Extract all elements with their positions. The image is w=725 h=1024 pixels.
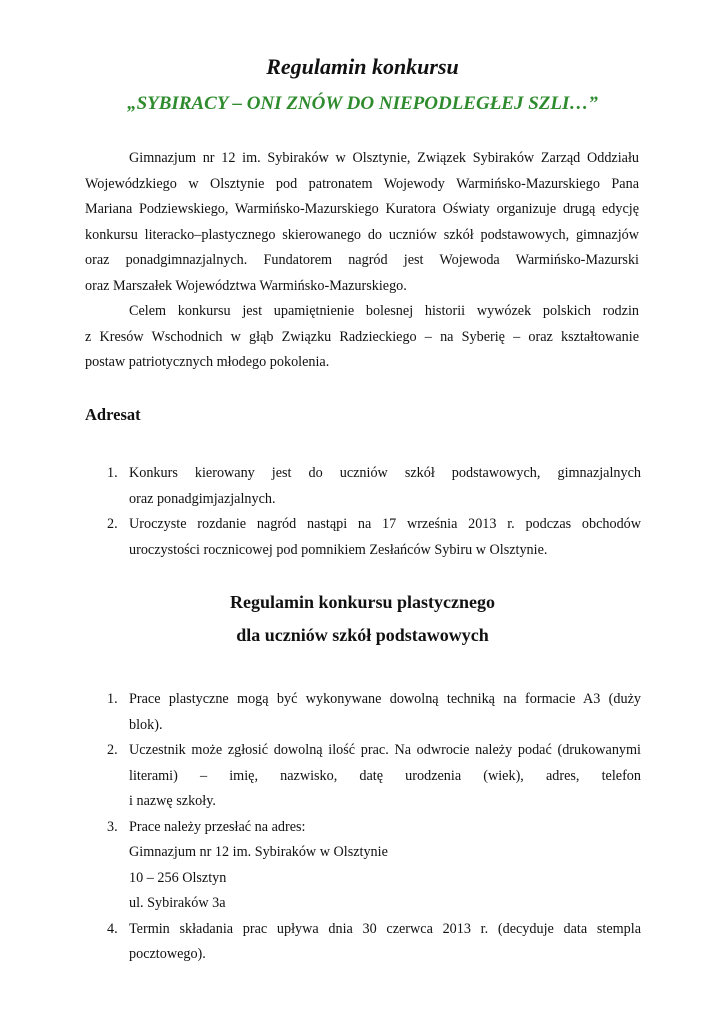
text-line: Uroczyste rozdanie nagród nastąpi na 17 września 2013 r. podczas obchodów [129, 516, 641, 532]
text-line: Prace należy przesłać na adres: [129, 818, 306, 835]
list-item [85, 917, 641, 968]
address-line: ul. Sybiraków 3a [129, 895, 226, 911]
intro-paragraph-1 [85, 146, 639, 299]
text-line: Mariana Podziewskiego, Warmińsko-Mazurskiego Kuratora Oświaty organizuje drugą edycję [85, 201, 639, 217]
list-number: 4. [107, 920, 118, 937]
list-item [85, 512, 641, 563]
address-line: Gimnazjum nr 12 im. Sybiraków w Olsztynie [129, 844, 388, 860]
text-line: i nazwę szkoły. [129, 793, 216, 809]
text-line: literami) – imię, nazwisko, datę urodzenia (wiek), adres, telefon [129, 767, 641, 784]
text-line: oraz ponadgimjazjalnych. [129, 490, 276, 507]
plastyczny-list [85, 687, 641, 968]
text-line: oraz ponadgimnazjalnych. Fundatorem nagród jest Wojewoda Warmińsko-Mazurski [85, 252, 639, 268]
address-line: 10 – 256 Olsztyn [129, 869, 227, 886]
text-line: Prace plastyczne mogą być wykonywane dowolną techniką na formacie A3 (duży [129, 691, 641, 707]
intro-paragraph-2 [85, 299, 639, 376]
text-line: Konkurs kierowany jest do uczniów szkół podstawowych, gimnazjalnych [129, 465, 641, 481]
list-item [85, 815, 641, 917]
section-title-line-2: dla uczniów szkół podstawowych [236, 625, 489, 645]
adresat-heading: Adresat [85, 405, 141, 424]
text-line: postaw patriotycznych młodego pokolenia. [85, 354, 330, 370]
document-subtitle: „SYBIRACY – ONI ZNÓW DO NIEPODLEGŁEJ SZLI…” [127, 93, 598, 114]
adresat-list [85, 461, 641, 563]
text-line: Termin składania prac upływa dnia 30 czerwca 2013 r. (decyduje data stempla [129, 920, 641, 937]
list-item [85, 461, 641, 512]
text-line: Wojewódzkiego w Olsztynie pod patronatem Wojewody Warmińsko-Mazurskiego Pana [85, 175, 639, 192]
list-number: 1. [107, 691, 118, 707]
document-title: Regulamin konkursu [266, 54, 459, 79]
text-line: Gimnazjum nr 12 im. Sybiraków w Olsztynie, Związek Sybiraków Zarząd Oddziału [129, 150, 639, 166]
text-line: z Kresów Wschodnich w głąb Związku Radzieckiego – na Syberię – oraz kształtowanie [85, 328, 639, 345]
list-number: 2. [107, 742, 118, 758]
text-line: oraz Marszałek Województwa Warmińsko-Mazurskiego. [85, 277, 407, 294]
section-title-line-1: Regulamin konkursu plastycznego [229, 592, 496, 612]
text-line: konkursu literacko–plastycznego skierowanego do uczniów szkół podstawowych, gimnazjów [85, 226, 639, 243]
list-number: 3. [107, 818, 118, 835]
text-line: blok). [129, 716, 163, 733]
text-line: Uczestnik może zgłosić dowolną ilość prac. Na odwrocie należy podać (drukowanymi [129, 742, 641, 758]
text-line: Celem konkursu jest upamiętnienie bolesnej historii wywózek polskich rodzin [129, 303, 639, 319]
list-number: 1. [107, 465, 118, 481]
list-item [85, 738, 641, 815]
list-number: 2. [107, 516, 118, 532]
list-item [85, 687, 641, 738]
text-line: pocztowego). [129, 946, 206, 962]
text-line: uroczystości rocznicowej pod pomnikiem Zesłańców Sybiru w Olsztynie. [129, 541, 548, 558]
